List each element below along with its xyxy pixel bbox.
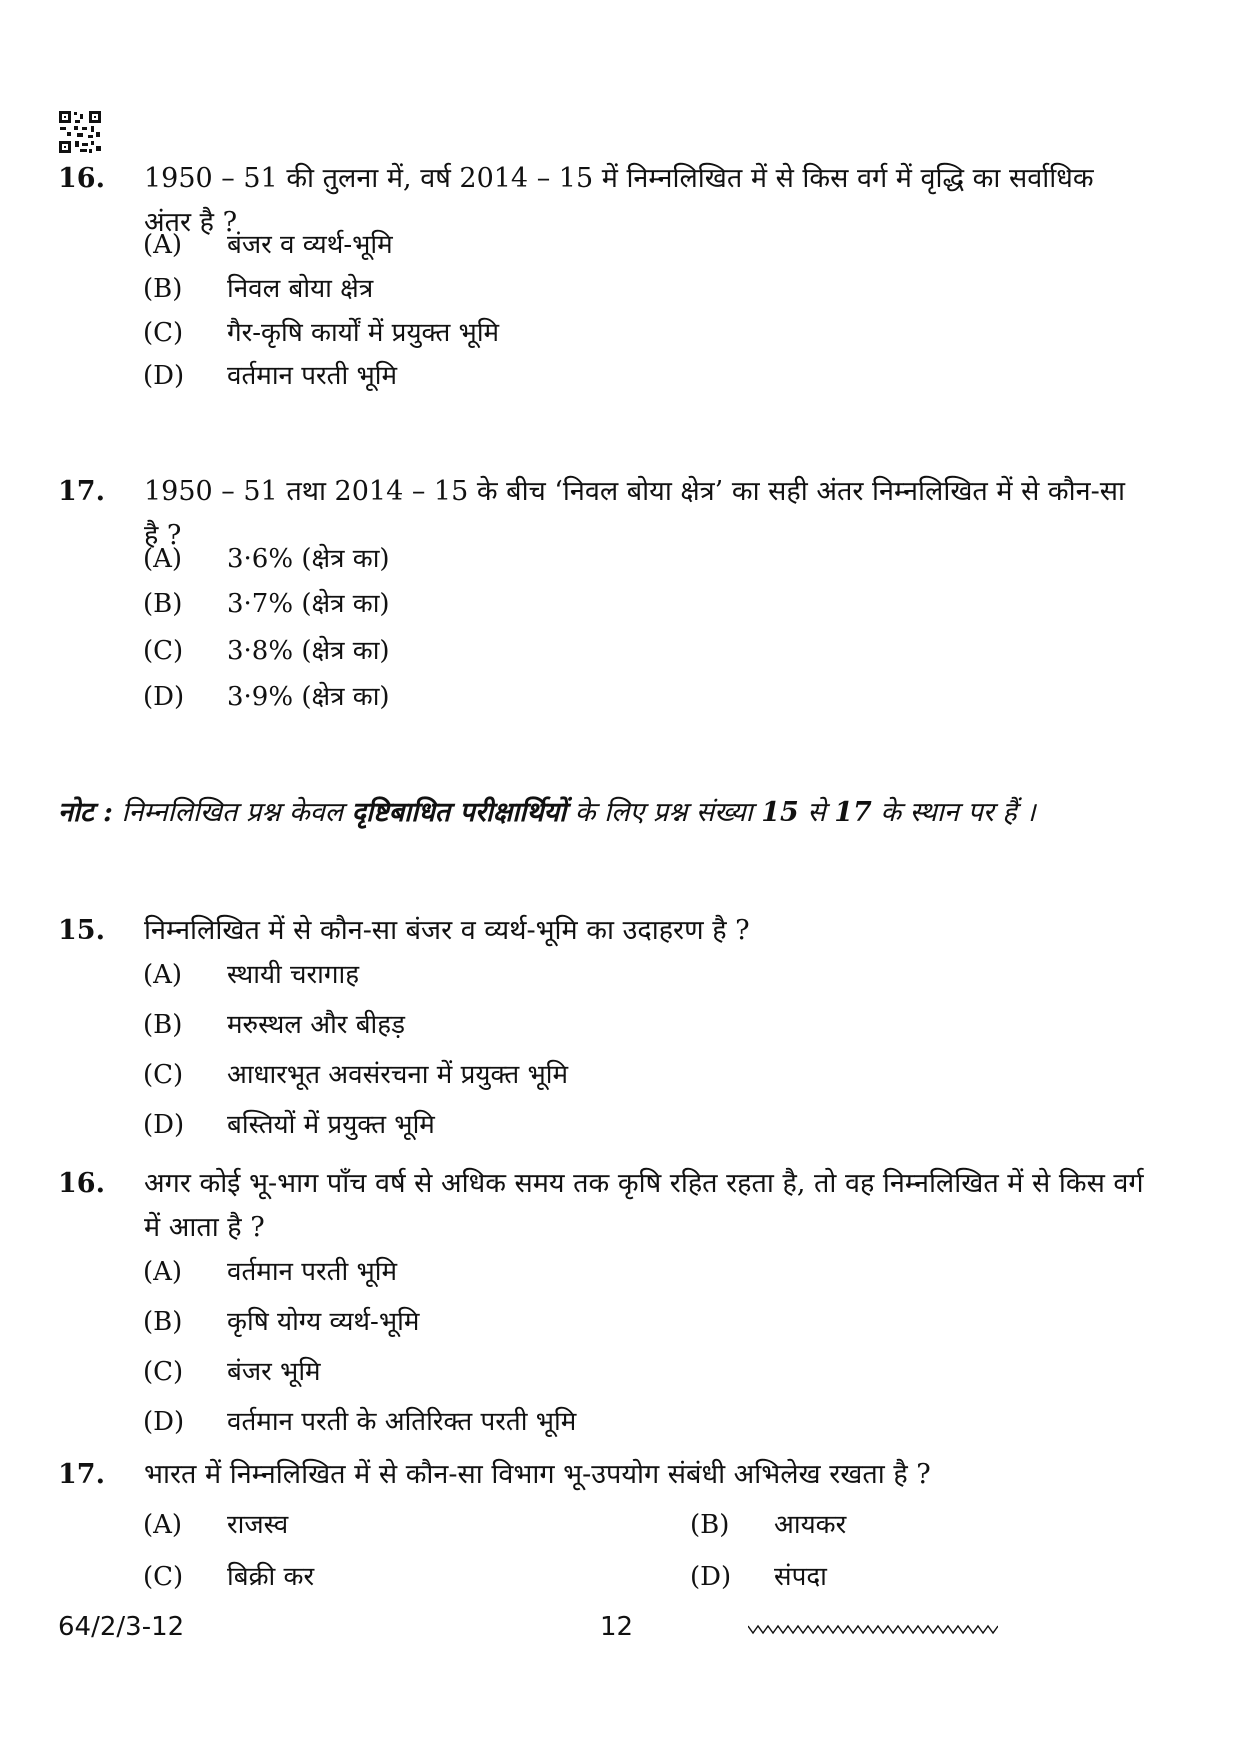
note-text: से [798,797,835,828]
option-text: 3·9% (क्षेत्र का) [227,682,390,712]
option-text: राजस्व [227,1510,289,1540]
option-label: (D) [143,1407,185,1437]
note-visually-impaired [58,790,1168,836]
option-label: (A) [143,544,183,574]
option-label: (A) [143,1510,183,1540]
page-number: 12 [600,1612,634,1642]
paper-code: 64/2/3-12 [58,1612,185,1642]
question-number: 16. [58,1168,105,1199]
option-text: आयकर [774,1510,847,1540]
option-text: वर्तमान परती के अतिरिक्त परती भूमि [227,1407,577,1437]
option-text: कृषि योग्य व्यर्थ-भूमि [227,1307,420,1337]
question-text: 1950 – 51 तथा 2014 – 15 के बीच ‘निवल बोया क्षेत्र’ का सही अंतर निम्नलिखित में से कौन-सा है ? [144,476,1126,551]
note-prefix: नोट : [58,797,113,828]
option-text: गैर-कृषि कार्यों में प्रयुक्त भूमि [227,318,500,348]
option-text: वर्तमान परती भूमि [227,361,398,391]
question-number: 16. [58,163,105,194]
note-text: निम्नलिखित प्रश्न केवल [121,797,352,828]
note-bold: दृष्टिबाधित परीक्षार्थियों [351,797,567,828]
question-text: भारत में निम्नलिखित में से कौन-सा विभाग भू-उपयोग संबंधी अभिलेख रखता है ? [144,1459,931,1490]
wavy-line-icon [748,1622,998,1636]
option-label: (D) [690,1562,732,1592]
option-label: (D) [143,361,185,391]
question-number: 17. [58,476,105,507]
option-label: (B) [143,589,183,619]
option-text: संपदा [774,1562,827,1592]
option-label: (B) [143,1010,183,1040]
option-label: (A) [143,1257,183,1287]
option-text: बंजर भूमि [227,1357,321,1387]
option-label: (A) [143,230,183,260]
option-text: बिक्री कर [227,1562,315,1592]
option-text: 3·6% (क्षेत्र का) [227,544,390,574]
option-text: आधारभूत अवसंरचना में प्रयुक्त भूमि [227,1060,569,1090]
option-text: निवल बोया क्षेत्र [227,274,374,304]
option-text: मरुस्थल और बीहड़ [227,1010,405,1040]
option-label: (B) [690,1510,730,1540]
option-label: (C) [143,1562,184,1592]
note-text: के स्थान पर हैं । [871,797,1036,828]
option-text: 3·8% (क्षेत्र का) [227,636,390,666]
qr-code-icon [58,110,102,154]
option-text: वर्तमान परती भूमि [227,1257,398,1287]
option-label: (B) [143,274,183,304]
question-text: 1950 – 51 की तुलना में, वर्ष 2014 – 15 में निम्नलिखित में से किस वर्ग में वृद्धि का सर्वाधिक अंतर है ? [144,163,1094,238]
option-label: (C) [143,318,184,348]
option-label: (C) [143,1060,184,1090]
option-label: (C) [143,636,184,666]
option-label: (B) [143,1307,183,1337]
option-label: (D) [143,682,185,712]
option-text: 3·7% (क्षेत्र का) [227,589,390,619]
option-label: (A) [143,960,183,990]
option-text: बंजर व व्यर्थ-भूमि [227,230,393,260]
question-text: निम्नलिखित में से कौन-सा बंजर व व्यर्थ-भूमि का उदाहरण है ? [144,915,750,946]
option-label: (D) [143,1110,185,1140]
question-number: 15. [58,915,105,946]
option-text: बस्तियों में प्रयुक्त भूमि [227,1110,435,1140]
question-text: अगर कोई भू-भाग पाँच वर्ष से अधिक समय तक कृषि रहित रहता है, तो वह निम्नलिखित में से किस वर्ग में आता है ? [144,1168,1144,1243]
option-text: स्थायी चरागाह [227,960,360,990]
note-text: के लिए प्रश्न संख्या [566,797,762,828]
note-bold: 17 [834,797,872,828]
option-label: (C) [143,1357,184,1387]
note-bold: 15 [761,797,799,828]
question-number: 17. [58,1459,105,1490]
